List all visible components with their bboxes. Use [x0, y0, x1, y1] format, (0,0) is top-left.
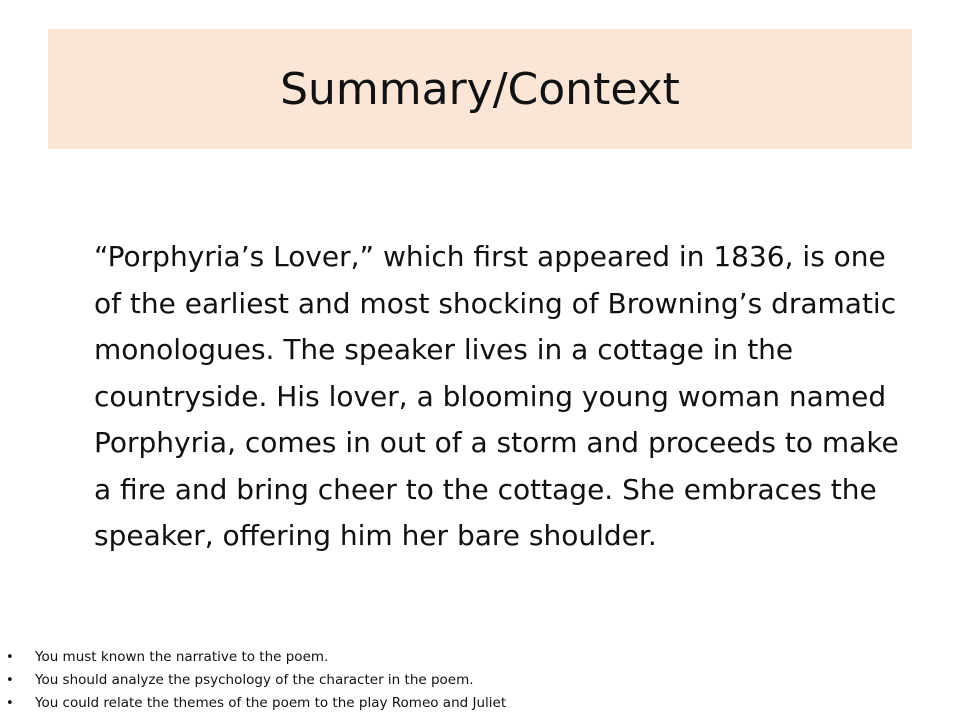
- notes-list: [0, 646, 960, 715]
- summary-paragraph: “Porphyria’s Lover,” which first appeared in 1836, is one of the earliest and most shocking of Browning’s dramatic monologues. The speaker lives in a cottage in the countryside. His lover, a blooming young woman named Porphyria, comes in out of a storm and proceeds to make a fire and bring cheer to the cottage. She embraces the speaker, offering him her bare shoulder.: [94, 240, 899, 552]
- note-item: [0, 646, 960, 669]
- bullet-icon: •: [6, 650, 14, 665]
- note-text: You could relate the themes of the poem to the play Romeo and Juliet: [35, 695, 507, 711]
- note-text: You should analyze the psychology of the character in the poem.: [35, 672, 474, 688]
- bullet-icon: •: [6, 696, 14, 711]
- slide-title: Summary/Context: [280, 63, 680, 115]
- bullet-icon: •: [6, 673, 14, 688]
- note-item: [0, 669, 960, 692]
- note-text: You must known the narrative to the poem.: [35, 649, 329, 665]
- note-item: [0, 692, 960, 715]
- title-banner: [48, 29, 912, 149]
